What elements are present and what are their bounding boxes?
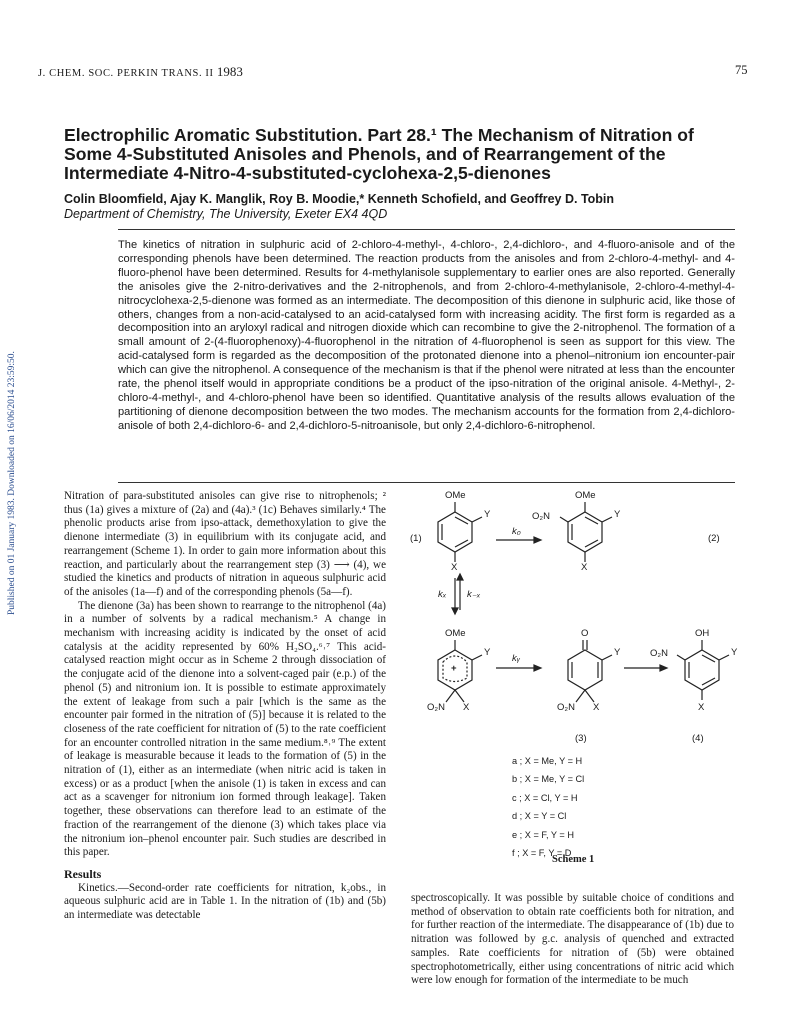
paragraph: Nitration of para-substituted anisoles can give rise to nitrophenols; ² thus (1a) gives a mixture of (2a) and (4a).³ (1c) Behaves similarly.⁴ The phenolic products arise from ipso-attack, demethoxylation to give the dienone intermediate (3) in equilibrium with its conjugate acid, and rearrangement (Scheme 1). In order to gain more information about this reaction, and particularly about the rearrangement step (3) ⟶ (4), we studied the kinetics and products of nitration in aqueous sulphuric acid of the anisoles (1a—f) and of the corresponding phenols (5a—f). <box>64 490 386 598</box>
scheme-label: X <box>593 702 600 713</box>
benzene-ring <box>568 512 602 552</box>
scheme-1-structures <box>410 490 740 790</box>
running-header <box>38 64 243 80</box>
affiliation: Department of Chemistry, The University, Exeter EX4 4QD <box>64 207 388 221</box>
scheme-label: Y <box>484 647 491 658</box>
dienone-ring <box>568 650 602 690</box>
journal-year: 1983 <box>216 64 243 79</box>
legend-row: e ; X = F, Y = H <box>512 829 574 840</box>
scheme-label: X <box>451 562 458 573</box>
divider-bottom <box>118 482 735 483</box>
legend-row: c ; X = Cl, Y = H <box>512 792 578 803</box>
scheme-label: O₂N <box>532 511 550 522</box>
download-note-text: Published on 01 January 1983. Downloaded on 16/06/2014 23:59:50. <box>7 351 17 615</box>
scheme-label: OMe <box>445 628 466 639</box>
scheme-label: O₂N <box>427 702 445 713</box>
legend-row: d ; X = Y = Cl <box>512 811 567 822</box>
scheme-label: Y <box>614 647 621 658</box>
charge-label: + <box>451 663 457 674</box>
download-note <box>5 295 19 615</box>
rate-constant-label: k₀ <box>512 526 521 537</box>
legend-row: a ; X = Me, Y = H <box>512 756 583 766</box>
journal-name: J. CHEM. SOC. PERKIN TRANS. II <box>38 68 214 79</box>
scheme-label: X <box>463 702 470 713</box>
body-column-left <box>64 490 386 923</box>
scheme-label: X <box>581 562 588 573</box>
section-heading: Results <box>64 866 102 881</box>
legend-row: b ; X = Me, Y = Cl <box>512 774 585 785</box>
paragraph: The dienone (3a) has been shown to rearrange to the nitrophenol (4a) in a number of solvents by a radical mechanism.⁵ A change in mechanism with increasing acidity is indicated by the onset of acid catalysis at the acidity represented by 60% H₂SO₄.⁶˒⁷ This acid-catalysed reaction might occur as in Scheme 2 through dissociation of the conjugate acid of the dienone into a solvent-caged pair (e.p.) of the phenol (5) and nitronium ion. It is possible to estimate approximately the extent of leakage from such a pair [which is the same as the encounter pair formed in the nitration of (5)] because it is related to the closeness of the rate coefficient for nitration of (5) to the rate coefficient for an encounter controlled nitration in the same medium.⁸˒⁹ The extent of leakage is measurable because it leads to the formation of (5) in the nitration of (1), either as an intermediate (when nitric acid is taken in excess) or as a product [when the anisole (1) is taken in excess and can act as a scavenger for nitronium ion formed through leakage]. Taken together, these observations can therefore lead to an estimate of the fraction of the rearrangement of the dienone (3) which takes place via the nitronium ion–phenol encounter pair. Such studies are described in this paper. <box>64 599 386 859</box>
compound-number: (2) <box>708 533 720 544</box>
scheme-label: O <box>581 628 589 639</box>
divider-top <box>118 229 735 230</box>
abstract: The kinetics of nitration in sulphuric acid of 2-chloro-4-methyl-, 4-chloro-, 2,4-dichloro-, and 4-fluoro-anisole and of the corresponding phenols have been determined. The reaction products from the anisoles and from 2-chloro-4-methyl- and 4-fluoro-phenol have been determined. Results for 4-methylanisole supplementary to earlier ones are also reported. Generally the anisoles give the 2-nitro-derivatives and the 2-nitrophenols, and from 2-chloro-4-methylanisole, 2-chloro-4-methyl-4-nitrocyclohexa-2,5-dienone was formed as an intermediate. The decomposition of this dienone in sulphuric acid, like those of others, changes from a non-acid-catalysed to an acid-catalysed form with increasing acidity. The first form is regarded as a decomposition into an aryloxyl radical and nitrogen dioxide which can recombine to give the 2-nitrophenol. The formation of a small amount of 2-(4-fluorophenoxy)-4-fluorophenol in the nitration of 4-fluorophenol is seen as support for this view. The acid-catalysed form is regarded as the decomposition of the protonated dienone into a phenol–nitronium ion encounter-pair which can give the nitrophenol. A consequence of the mechanism is that if the phenol were nitrated at less than the encounter rate, the phenol itself would in appropriate conditions be a product of the ipso-nitration of the original anisole. 4-Methyl-, 2-chloro-4-methyl-, and 4-chloro-phenol have been so identified. Quantitative analysis of the results allows evaluation of the partitioning of dienone decomposition between the two modes. The mechanism accounts for the formation from 2,4-dichloro-anisole of both 2,4-dichloro-6- and 2,4-dichloro-5-nitroanisole, but only 2,4-dichloro-6-nitrophenol. <box>118 239 735 432</box>
compound-number: (4) <box>692 733 704 744</box>
scheme-label: OH <box>695 628 710 639</box>
article-title: Electrophilic Aromatic Substitution. Part 28.¹ The Mechanism of Nitration of Some 4-Substituted Anisoles and Phenols, and of Rearrangement of the Intermediate 4-Nitro-4-substituted-cyclohexa-2,5-dienones <box>64 125 694 183</box>
rate-constant-label: k₋ₓ <box>467 589 481 600</box>
scheme-label: O₂N <box>557 702 575 713</box>
scheme-label: OMe <box>575 490 596 501</box>
body-column-right <box>411 892 734 988</box>
paragraph: Kinetics.—Second-order rate coefficients for nitration, k₂obs., in aqueous sulphuric acid are in Table 1. In the nitration of (1b) and (5b) an intermediate was detectable <box>64 881 386 922</box>
scheme-caption: Scheme 1 <box>552 854 595 865</box>
compound-number: (1) <box>410 533 422 544</box>
substituent-legend <box>512 752 584 862</box>
scheme-label: Y <box>731 647 738 658</box>
legend-row: f ; X = F, Y = D <box>512 848 572 859</box>
page-number: 75 <box>735 63 748 77</box>
benzene-ring <box>438 512 472 552</box>
scheme-label: Y <box>614 509 621 520</box>
rate-constant-label: kᵧ <box>512 653 521 664</box>
scheme-label: OMe <box>445 490 466 501</box>
compound-number: (3) <box>575 733 587 744</box>
scheme-label: Y <box>484 509 491 520</box>
paragraph: spectroscopically. It was possible by suitable choice of conditions and method of observation to obtain rate coefficients both for nitration, and for further reaction of the intermediate. The disappearance of (1b) due to nitration was followed by g.c. analysis of quenched and extracted samples. Rate coefficients for nitration of (5b) were obtained spectrophotometrically, either using concentrations of nitric acid which were low enough for formation of the intermediate to be much <box>411 892 734 987</box>
rate-constant-label: kₓ <box>438 589 447 600</box>
benzene-ring <box>685 650 719 690</box>
authors: Colin Bloomfield, Ajay K. Manglik, Roy B. Moodie,* Kenneth Schofield, and Geoffrey D. Tobin <box>64 192 615 206</box>
scheme-label: O₂N <box>650 648 668 659</box>
scheme-label: X <box>698 702 705 713</box>
